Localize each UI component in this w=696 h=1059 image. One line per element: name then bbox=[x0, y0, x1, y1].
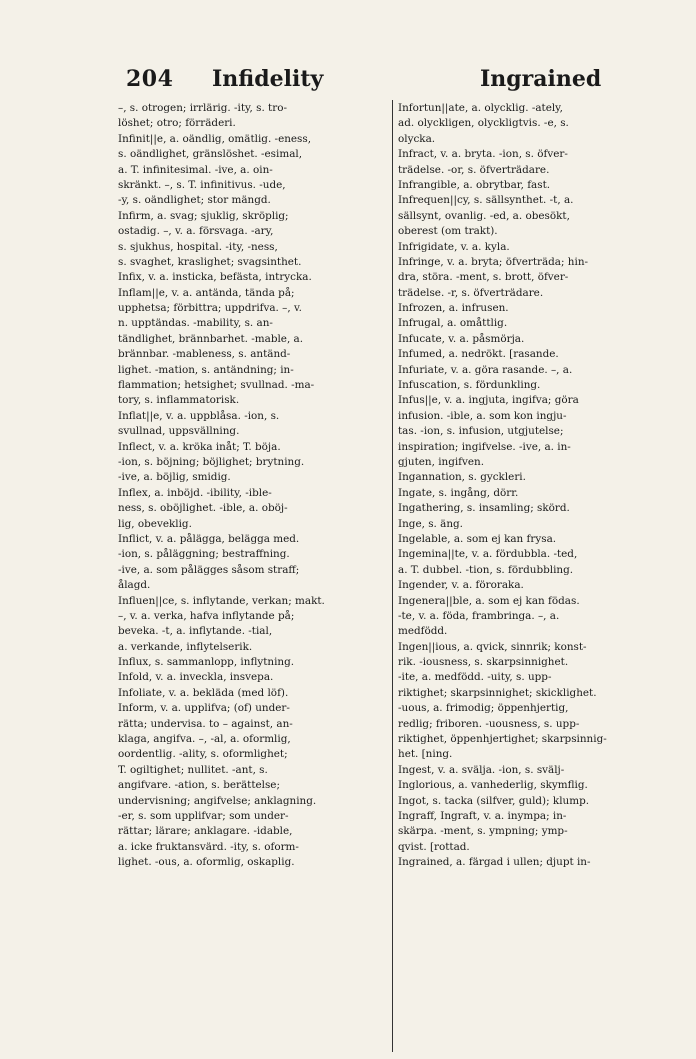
left-column bbox=[118, 101, 390, 871]
entry-line: Infrequen||cy, s. sällsynthet. -t, a. bbox=[398, 194, 574, 207]
entry-line: skärpa. -ment, s. ympning; ymp- bbox=[398, 825, 568, 838]
entry-line: -ite, a. medfödd. -uity, s. upp- bbox=[398, 671, 552, 684]
entry-line: Infoliate, v. a. bekläda (med löf). bbox=[118, 686, 289, 699]
entry-line: olycka. bbox=[398, 132, 436, 145]
entry-line: -te, v. a. föda, frambringa. –, a. bbox=[398, 609, 560, 622]
entry-line: -ion, s. påläggning; bestraffning. bbox=[118, 548, 290, 561]
entry-line: rätta; undervisa. to – against, an- bbox=[118, 717, 293, 730]
entry-line: dra, störa. -ment, s. brott, öfver- bbox=[398, 271, 569, 284]
entry-line: löshet; otro; förräderi. bbox=[118, 117, 236, 130]
page-header bbox=[0, 66, 696, 106]
right-column bbox=[398, 101, 678, 871]
entry-line: -ive, a. som pålägges såsom straff; bbox=[118, 563, 300, 576]
entry-line: brännbar. -mableness, s. antänd- bbox=[118, 348, 291, 361]
entry-line: Infus||e, v. a. ingjuta, ingifva; göra bbox=[398, 394, 579, 407]
entry-line: Ingannation, s. gyckleri. bbox=[398, 471, 526, 484]
entry-line: Ingelable, a. som ej kan frysa. bbox=[398, 532, 557, 545]
entry-line: Infucate, v. a. påsmörja. bbox=[398, 332, 525, 345]
entry-line: redlig; friboren. -uousness, s. upp- bbox=[398, 717, 580, 730]
entry-line: ad. olyckligen, olyckligtvis. -e, s. bbox=[398, 117, 569, 130]
entry-line: undervisning; angifvelse; anklagning. bbox=[118, 794, 317, 807]
entry-line: sällsynt, ovanlig. -ed, a. obesökt, bbox=[398, 209, 570, 222]
entry-line: trädelse. -r, s. öfverträdare. bbox=[398, 286, 544, 299]
entry-line: a. T. dubbel. -tion, s. fördubbling. bbox=[398, 563, 574, 576]
entry-line: lighet. -mation, s. antändning; in- bbox=[118, 363, 294, 376]
entry-line: qvist. [rottad. bbox=[398, 840, 470, 853]
entry-line: Ingemina||te, v. a. fördubbla. -ted, bbox=[398, 548, 578, 561]
page-number: 204 bbox=[126, 66, 174, 92]
entry-line: angifvare. -ation, s. berättelse; bbox=[118, 779, 280, 792]
entry-line: n. upptändas. -mability, s. an- bbox=[118, 317, 273, 330]
entry-line: oberest (om trakt). bbox=[398, 225, 498, 238]
left-guide-word: Infidelity bbox=[212, 66, 324, 92]
entry-line: Ingrained, a. färgad i ullen; djupt in- bbox=[398, 856, 591, 869]
entry-line: Infold, v. a. inveckla, insvepa. bbox=[118, 671, 274, 684]
entry-line: inspiration; ingifvelse. -ive, a. in- bbox=[398, 440, 571, 453]
entry-line: s. sjukhus, hospital. -ity, -ness, bbox=[118, 240, 278, 253]
entry-line: Ingraff, Ingraft, v. a. inympa; in- bbox=[398, 809, 567, 822]
entry-line: -ion, s. böjning; böjlighet; brytning. bbox=[118, 455, 305, 468]
entry-line: Inflict, v. a. pålägga, belägga med. bbox=[118, 532, 300, 545]
entry-line: T. ogiltighet; nullitet. -ant, s. bbox=[118, 763, 268, 776]
column-divider bbox=[392, 100, 393, 1052]
entry-line: Ingest, v. a. svälja. -ion, s. svälj- bbox=[398, 763, 565, 776]
entry-line: tändlighet, brännbarhet. -mable, a. bbox=[118, 332, 304, 345]
entry-line: Influen||ce, s. inflytande, verkan; makt. bbox=[118, 594, 325, 607]
entry-line: Inflex, a. inböjd. -ibility, -ible- bbox=[118, 486, 272, 499]
entry-line: Infrigidate, v. a. kyla. bbox=[398, 240, 510, 253]
entry-line: beveka. -t, a. inflytande. -tial, bbox=[118, 625, 273, 638]
entry-line: tory, s. inflammatorisk. bbox=[118, 394, 240, 407]
entry-line: a. icke fruktansvärd. -ity, s. oform- bbox=[118, 840, 299, 853]
entry-line: klaga, angifva. –, -al, a. oformlig, bbox=[118, 733, 291, 746]
entry-line: Inflat||e, v. a. uppblåsa. -ion, s. bbox=[118, 409, 280, 422]
entry-line: a. verkande, inflytelserik. bbox=[118, 640, 253, 653]
entry-line: Inflect, v. a. kröka inåt; T. böja. bbox=[118, 440, 281, 453]
entry-line: Infract, v. a. bryta. -ion, s. öfver- bbox=[398, 148, 568, 161]
entry-line: tas. -ion, s. infusion, utgjutelse; bbox=[398, 425, 564, 438]
entry-line: riktighet, öppenhjertighet; skarpsinnig- bbox=[398, 733, 607, 746]
entry-line: -er, s. som upplifvar; som under- bbox=[118, 809, 289, 822]
entry-line: svullnad, uppsvällning. bbox=[118, 425, 240, 438]
entry-line: ålagd. bbox=[118, 579, 151, 592]
entry-line: skränkt. –, s. T. infinitivus. -ude, bbox=[118, 178, 286, 191]
entry-line: Ingen||ious, a. qvick, sinnrik; konst- bbox=[398, 640, 587, 653]
entry-line: Ingot, s. tacka (silfver, guld); klump. bbox=[398, 794, 590, 807]
entry-line: medfödd. bbox=[398, 625, 448, 638]
entry-line: Infuscation, s. fördunkling. bbox=[398, 379, 541, 392]
entry-line: Inflam||e, v. a. antända, tända på; bbox=[118, 286, 295, 299]
entry-line: Ingate, s. ingång, dörr. bbox=[398, 486, 519, 499]
entry-line: Infrangible, a. obrytbar, fast. bbox=[398, 178, 551, 191]
entry-line: –, s. otrogen; irrlärig. -ity, s. tro- bbox=[118, 102, 287, 114]
entry-line: s. oändlighet, gränslöshet. -esimal, bbox=[118, 148, 303, 161]
entry-line: Infinit||e, a. oändlig, omätlig. -eness, bbox=[118, 132, 312, 145]
entry-line: Inglorious, a. vanhederlig, skymflig. bbox=[398, 779, 588, 792]
entry-line: lighet. -ous, a. oformlig, oskaplig. bbox=[118, 856, 295, 869]
entry-line: riktighet; skarpsinnighet; skicklighet. bbox=[398, 686, 597, 699]
entry-line: ostadig. –, v. a. försvaga. -ary, bbox=[118, 225, 274, 238]
entry-line: Infrugal, a. omåttlig. bbox=[398, 317, 508, 330]
entry-line: upphetsa; förbittra; uppdrifva. –, v. bbox=[118, 302, 302, 315]
entry-line: Infumed, a. nedrökt. [rasande. bbox=[398, 348, 559, 361]
entry-line: -y, s. oändlighet; stor mängd. bbox=[118, 194, 271, 207]
entry-line: Influx, s. sammanlopp, inflytning. bbox=[118, 656, 295, 669]
entry-line: ness, s. oböjlighet. -ible, a. oböj- bbox=[118, 502, 288, 515]
entry-line: Ingenera||ble, a. som ej kan födas. bbox=[398, 594, 580, 607]
entry-line: Infirm, a. svag; sjuklig, skröplig; bbox=[118, 209, 289, 222]
entry-line: rik. -iousness, s. skarpsinnighet. bbox=[398, 656, 569, 669]
entry-line: Ingender, v. a. föroraka. bbox=[398, 579, 524, 592]
entry-line: infusion. -ible, a. som kon ingju- bbox=[398, 409, 567, 422]
entry-line: oordentlig. -ality, s. oformlighet; bbox=[118, 748, 288, 761]
entry-line: s. svaghet, kraslighet; svagsinthet. bbox=[118, 255, 302, 268]
entry-line: -ive, a. böjlig, smidig. bbox=[118, 471, 231, 484]
entry-line: flammation; hetsighet; svullnad. -ma- bbox=[118, 379, 315, 392]
entry-line: trädelse. -or, s. öfverträdare. bbox=[398, 163, 550, 176]
entry-line: a. T. infinitesimal. -ive, a. oin- bbox=[118, 163, 273, 176]
entry-line: Ingathering, s. insamling; skörd. bbox=[398, 502, 570, 515]
right-guide-word: Ingrained bbox=[480, 66, 602, 92]
entry-line: Infuriate, v. a. göra rasande. –, a. bbox=[398, 363, 573, 376]
entry-line: –, v. a. verka, hafva inflytande på; bbox=[118, 609, 295, 622]
entry-line: Inform, v. a. upplifva; (of) under- bbox=[118, 702, 290, 715]
entry-line: Infringe, v. a. bryta; öfverträda; hin- bbox=[398, 255, 589, 268]
entry-line: Inge, s. äng. bbox=[398, 517, 463, 530]
entry-line: lig, obeveklig. bbox=[118, 517, 192, 530]
entry-line: Infrozen, a. infrusen. bbox=[398, 302, 509, 315]
entry-line: het. [ning. bbox=[398, 748, 453, 761]
entry-line: Infix, v. a. insticka, befästa, intrycka. bbox=[118, 271, 312, 284]
entry-line: Infortun||ate, a. olycklig. -ately, bbox=[398, 102, 563, 114]
entry-line: rättar; lärare; anklagare. -idable, bbox=[118, 825, 293, 838]
entry-line: -uous, a. frimodig; öppenhjertig, bbox=[398, 702, 569, 715]
entry-line: gjuten, ingifven. bbox=[398, 455, 485, 468]
